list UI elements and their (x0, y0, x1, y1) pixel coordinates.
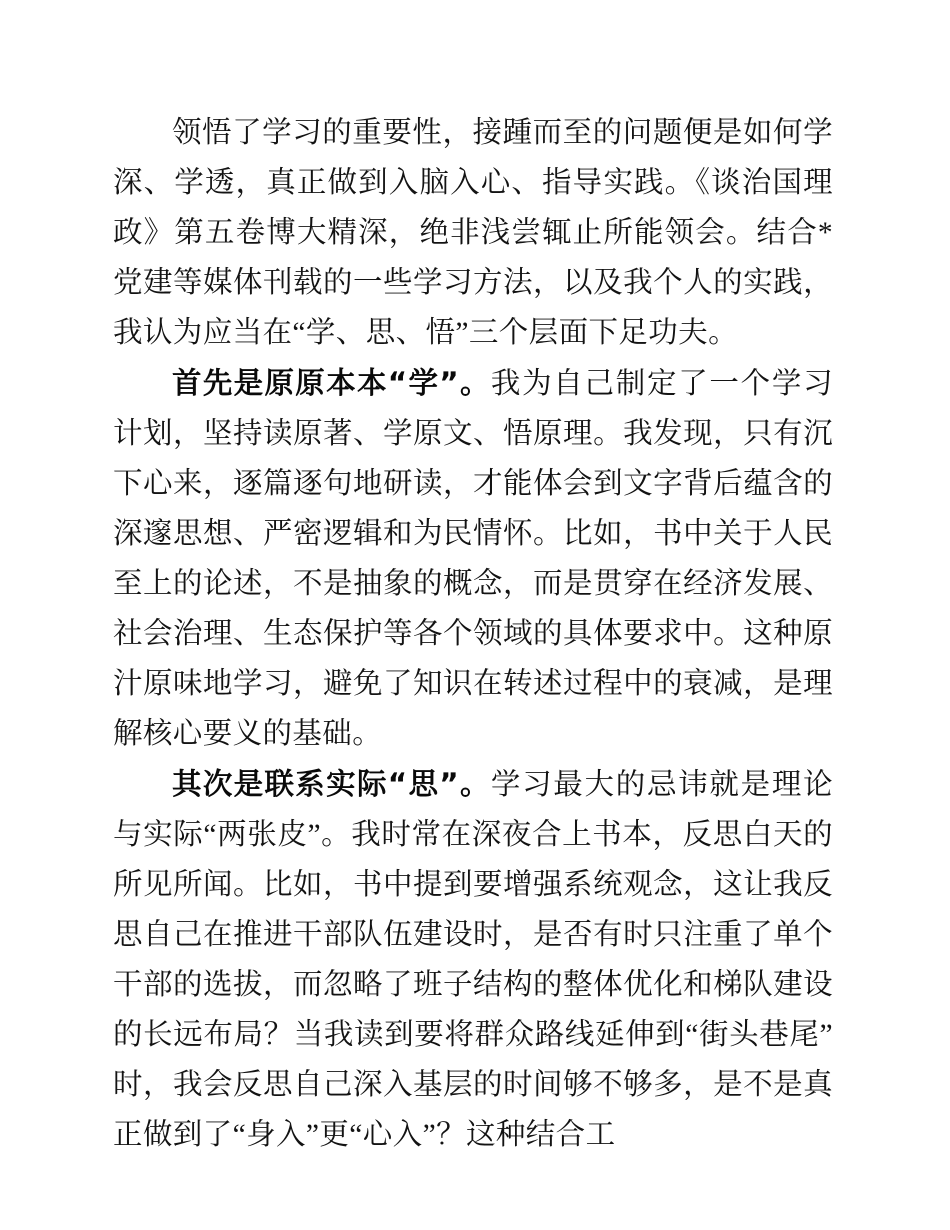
paragraph-3-bold-lead: 其次是联系实际“思”。 (172, 767, 491, 801)
paragraph-1 (113, 108, 833, 358)
paragraph-3-text: 学习最大的忌讳就是理论与实际“两张皮”。我时常在深夜合上书本，反思白天的所见所闻。比如，书中提到要增强系统观念，这让我反思自己在推进干部队伍建设时，是否有时只注重了单个干部的选拔，而忽略了班子结构的整体优化和梯队建设的长远布局？当我读到要将群众路线延伸到“街头巷尾”时，我会反思自己深入基层的时间够不够多，是不是真正做到了“身入”更“心入”？这种结合工 (113, 769, 834, 1151)
paragraph-1-text: 领悟了学习的重要性，接踵而至的问题便是如何学深、学透，真正做到入脑入心、指导实践。《谈治国理政》第五卷博大精深，绝非浅尝辄止所能领会。结合*党建等媒体刊载的一些学习方法，以及我个人的实践，我认为应当在“学、思、悟”三个层面下足功夫。 (113, 117, 833, 349)
paragraph-2-bold-lead: 首先是原原本本“学”。 (172, 366, 491, 400)
paragraph-3 (113, 759, 833, 1160)
paragraph-2-text: 我为自己制定了一个学习计划，坚持读原著、学原文、悟原理。我发现，只有沉下心来，逐篇逐句地研读，才能体会到文字背后蕴含的深邃思想、严密逻辑和为民情怀。比如，书中关于人民至上的论述，不是抽象的概念，而是贯穿在经济发展、社会治理、生态保护等各个领域的具体要求中。这种原汁原味地学习，避免了知识在转述过程中的衰减，是理解核心要义的基础。 (113, 368, 834, 750)
document-text-body (113, 108, 833, 1160)
paragraph-2 (113, 358, 833, 759)
